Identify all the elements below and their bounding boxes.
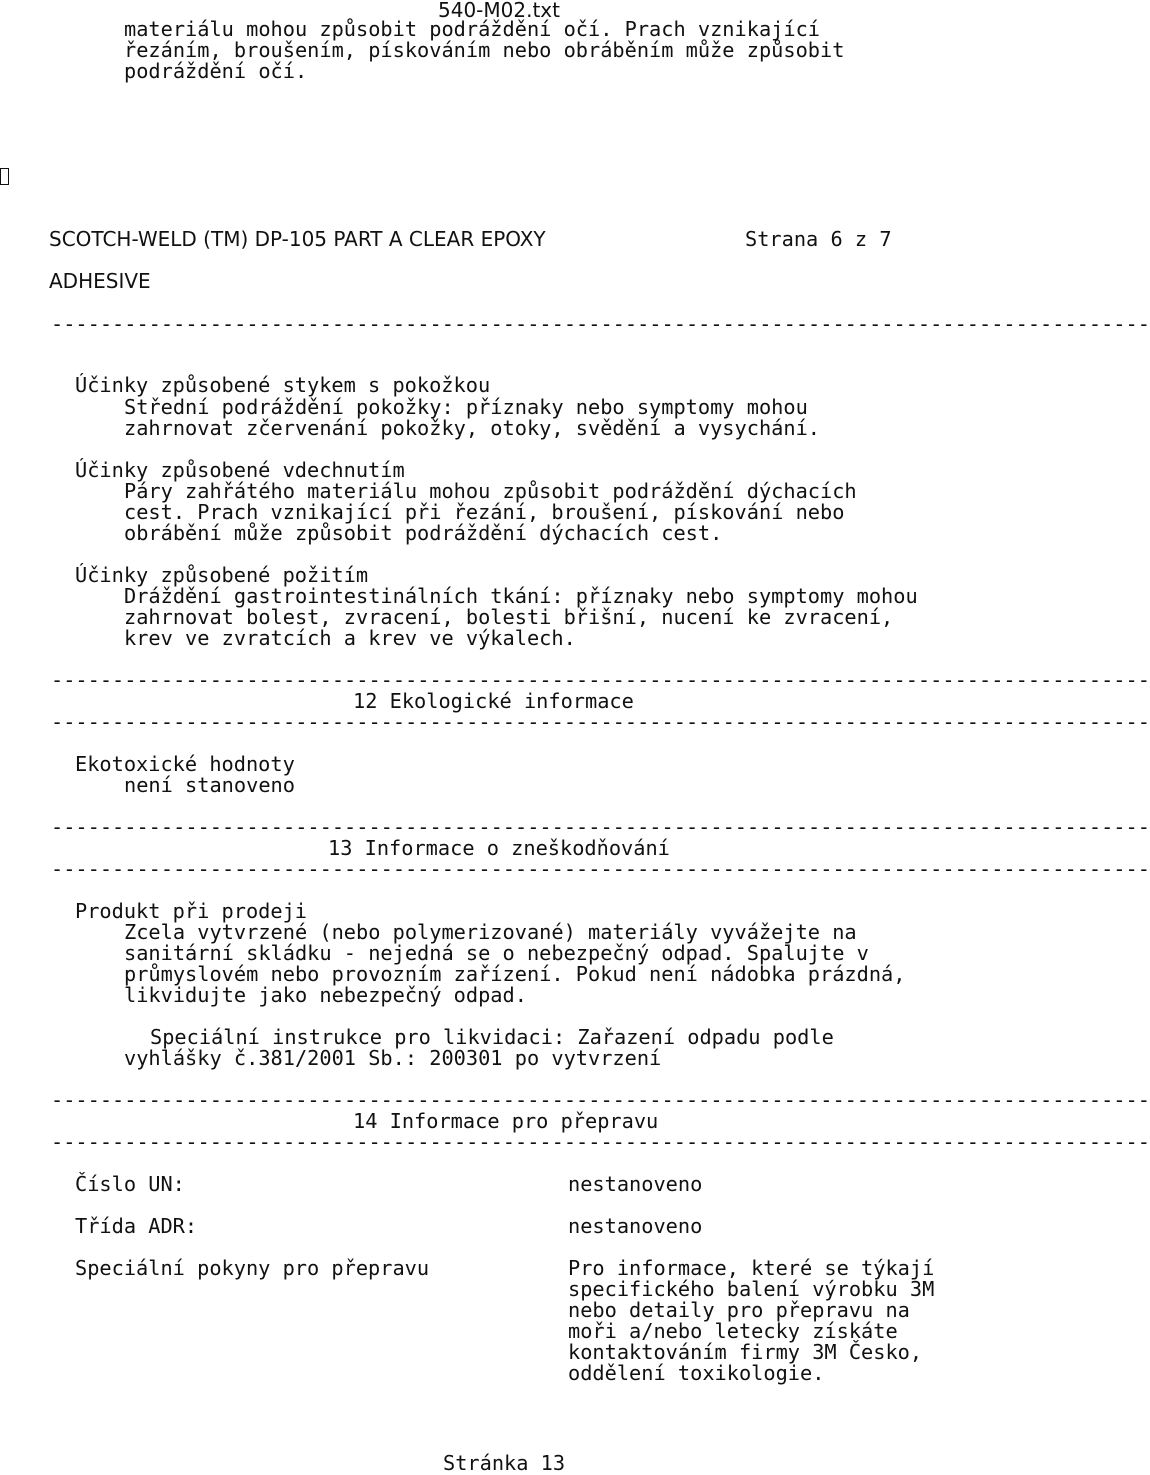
- separator: ------------------------------------------------------------------------------------------: [51, 668, 1150, 692]
- disposal-line: likvidujte jako nebezpečný odpad.: [124, 983, 527, 1007]
- ecotox-label: Ekotoxické hodnoty: [75, 752, 295, 776]
- top-text-line: řezáním, broušením, pískováním nebo obráběním může způsobit: [124, 38, 845, 62]
- disposal-label: Produkt při prodeji: [75, 899, 307, 923]
- top-text-line: podráždění očí.: [124, 59, 308, 83]
- un-number-value: nestanoveno: [568, 1172, 703, 1196]
- transport-special-label: Speciální pokyny pro přepravu: [75, 1256, 430, 1280]
- file-title: 540-M02.txt: [438, 0, 560, 22]
- effect-line: Páry zahřátého materiálu mohou způsobit podráždění dýchacích: [124, 479, 857, 503]
- effect-line: Střední podráždění pokožky: příznaky nebo symptomy mohou: [124, 395, 808, 419]
- disposal-special-line: vyhlášky č.381/2001 Sb.: 200301 po vytvrzení: [124, 1046, 662, 1070]
- separator: ------------------------------------------------------------------------------------------: [51, 1088, 1150, 1112]
- product-name: SCOTCH-WELD (TM) DP-105 PART A CLEAR EPOXY: [49, 227, 546, 251]
- effect-line: zahrnovat bolest, zvracení, bolesti břišní, nucení ke zvracení,: [124, 605, 894, 629]
- page-footer: Stránka 13: [443, 1451, 566, 1475]
- section-heading-13: 13 Informace o zneškodňování: [328, 836, 670, 860]
- transport-special-line: specifického balení výrobku 3M: [568, 1277, 935, 1301]
- effect-line: obrábění může způsobit podráždění dýchacích cest.: [124, 521, 723, 545]
- disposal-line: sanitární skládku - nejedná se o nebezpečný odpad. Spalujte v: [124, 941, 869, 965]
- effect-line: krev ve zvratcích a krev ve výkalech.: [124, 626, 576, 650]
- adr-class-value: nestanoveno: [568, 1214, 703, 1238]
- missing-glyph-icon: [0, 168, 9, 185]
- disposal-line: průmyslovém nebo provozním zařízení. Pokud není nádobka prázdná,: [124, 962, 906, 986]
- separator: ------------------------------------------------------------------------------------------: [51, 710, 1150, 734]
- adr-class-label: Třída ADR:: [75, 1214, 198, 1238]
- separator: ------------------------------------------------------------------------------------------: [51, 312, 1150, 336]
- disposal-special-line: Speciální instrukce pro likvidaci: Zařazení odpadu podle: [150, 1025, 834, 1049]
- transport-special-line: moři a/nebo letecky získáte: [568, 1319, 898, 1343]
- transport-special-line: nebo detaily pro přepravu na: [568, 1298, 910, 1322]
- effect-line: Dráždění gastrointestinálních tkání: příznaky nebo symptomy mohou: [124, 584, 918, 608]
- separator: ------------------------------------------------------------------------------------------: [51, 857, 1150, 881]
- un-number-label: Číslo UN:: [75, 1172, 185, 1196]
- top-text-line: materiálu mohou způsobit podráždění očí. Prach vznikající: [124, 17, 820, 41]
- effect-line: cest. Prach vznikající při řezání, broušení, pískování nebo: [124, 500, 845, 524]
- product-name-line2: ADHESIVE: [49, 269, 151, 293]
- transport-special-line: kontaktováním firmy 3M Česko,: [568, 1340, 923, 1364]
- effect-line: zahrnovat zčervenání pokožky, otoky, svědění a vysychání.: [124, 416, 820, 440]
- page-number: Strana 6 z 7: [745, 227, 892, 251]
- effect-title: Účinky způsobené vdechnutím: [75, 458, 405, 482]
- effect-title: Účinky způsobené požitím: [75, 563, 369, 587]
- transport-special-line: oddělení toxikologie.: [568, 1361, 825, 1385]
- separator: ------------------------------------------------------------------------------------------: [51, 1130, 1150, 1154]
- effect-title: Účinky způsobené stykem s pokožkou: [75, 373, 491, 397]
- transport-special-line: Pro informace, které se týkají: [568, 1256, 935, 1280]
- separator: ------------------------------------------------------------------------------------------: [51, 815, 1150, 839]
- section-heading-12: 12 Ekologické informace: [353, 689, 634, 713]
- section-heading-14: 14 Informace pro přepravu: [353, 1109, 659, 1133]
- disposal-line: Zcela vytvrzené (nebo polymerizované) materiály vyvážejte na: [124, 920, 857, 944]
- ecotox-value: není stanoveno: [124, 773, 295, 797]
